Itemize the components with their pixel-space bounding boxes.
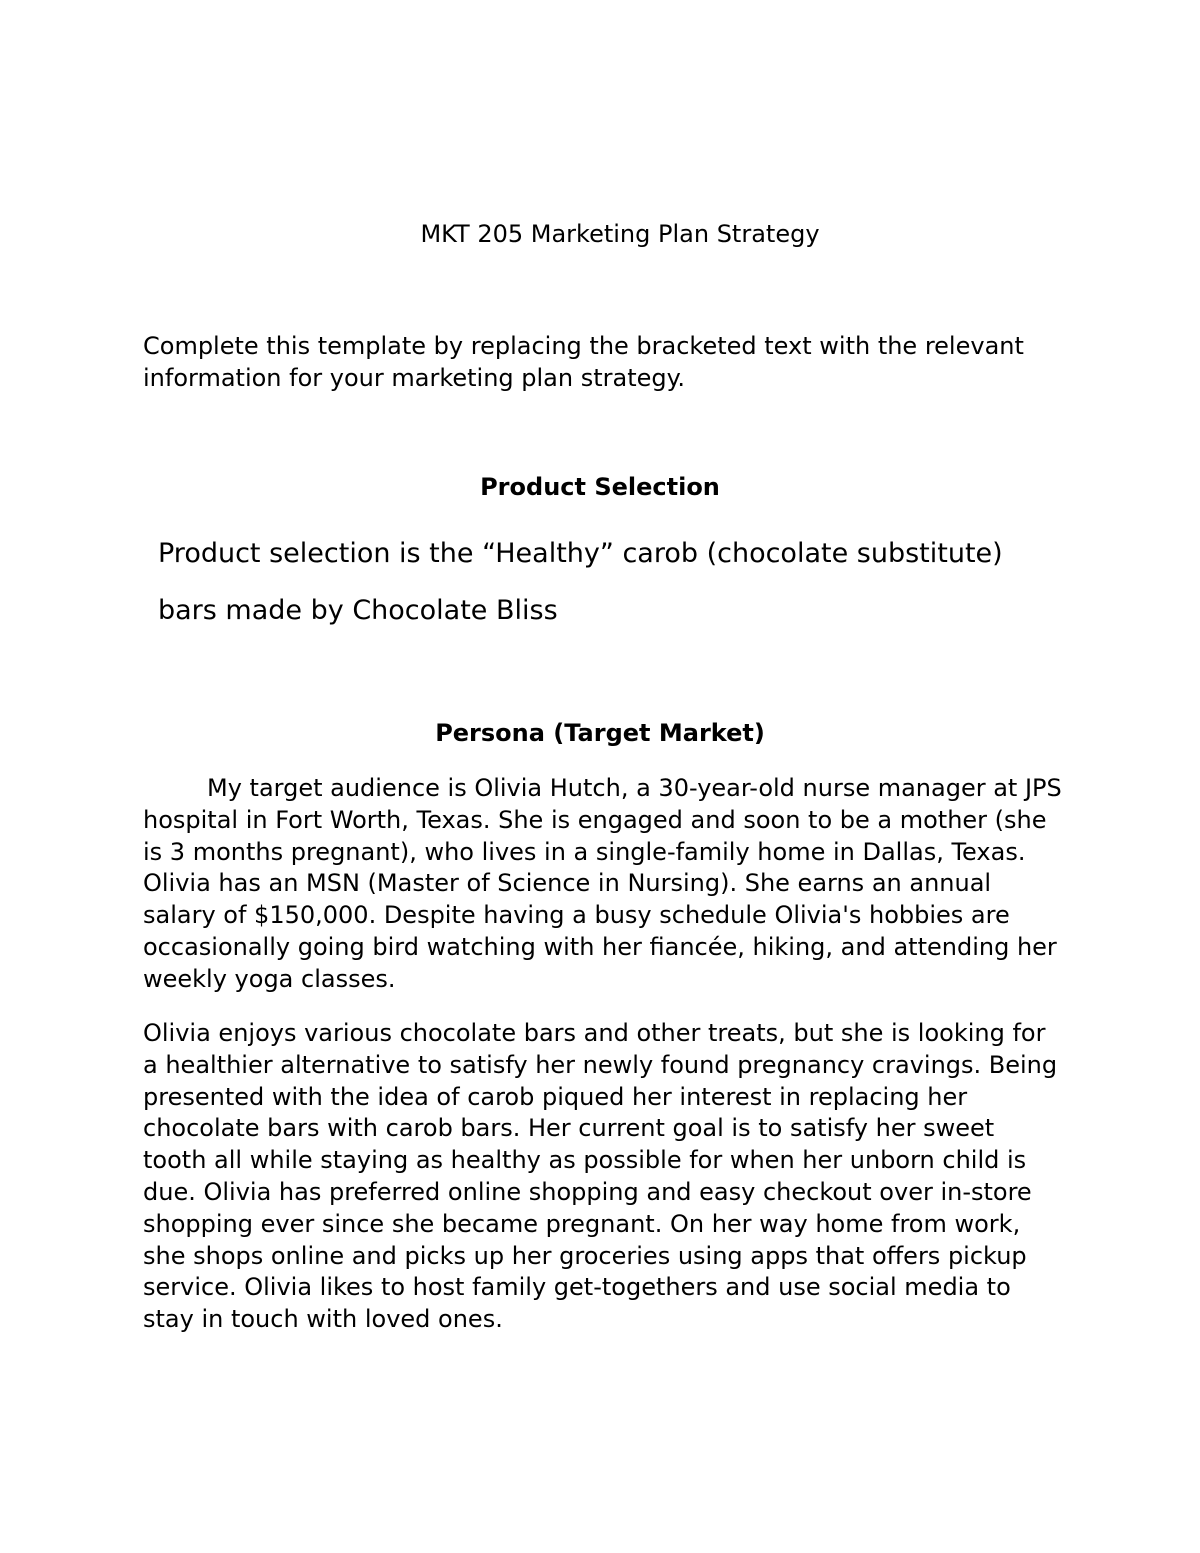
persona-paragraph-1: My target audience is Olivia Hutch, a 30-year-old nurse manager at JPS hospital in Fort Worth, Texas. She is engaged and soon to be a mother (she is 3 months pregnant), who lives in a single-family home in Dallas, Texas. Olivia has an MSN (Master of Science in Nursing). She earns an annual salary of $150,000. Despite having a busy schedule Olivia's hobbies are occasionally going bird watching with her fiancée, hiking, and attending her weekly yoga classes. <box>143 774 1062 993</box>
document-title: MKT 205 Marketing Plan Strategy <box>420 220 820 248</box>
template-instructions: Complete this template by replacing the bracketed text with the relevant information for your marketing plan strategy. <box>143 332 1024 392</box>
persona-paragraph-2: Olivia enjoys various chocolate bars and other treats, but she is looking for a healthier alternative to satisfy her newly found pregnancy cravings. Being presented with the idea of carob piqued her interest in replacing her chocolate bars with carob bars. Her current goal is to satisfy her sweet tooth all while staying as healthy as possible for when her unborn child is due. Olivia has preferred online shopping and easy checkout over in-store shopping ever since she became pregnant. On her way home from work, she shops online and picks up her groceries using apps that offers pickup service. Olivia likes to host family get-togethers and use social media to stay in touch with loved ones. <box>143 1019 1058 1334</box>
persona-heading: Persona (Target Market) <box>435 719 765 747</box>
product-selection-text: Product selection is the “Healthy” carob (chocolate substitute) bars made by Chocolate Bliss <box>158 538 1003 626</box>
product-selection-heading: Product Selection <box>480 473 720 501</box>
